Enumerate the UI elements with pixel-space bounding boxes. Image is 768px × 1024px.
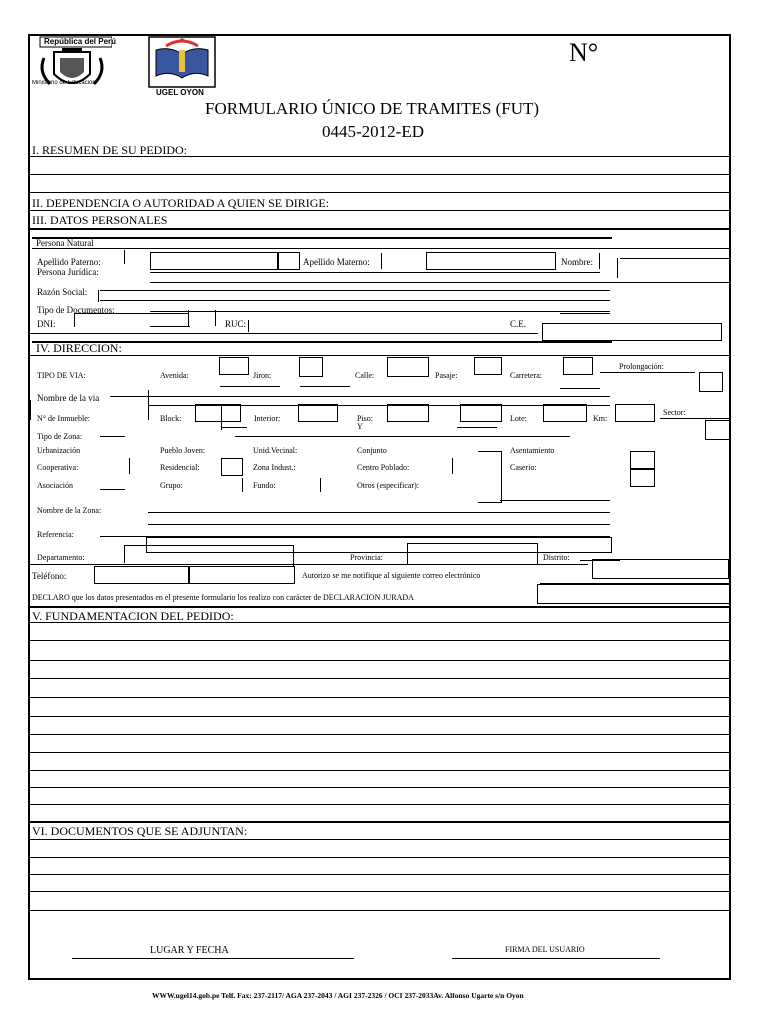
section-datos-personales-title: III. DATOS PERSONALES <box>32 213 168 227</box>
section-documentos-title: VI. DOCUMENTOS QUE SE ADJUNTAN: <box>32 824 248 838</box>
nombre-via-input[interactable] <box>110 396 610 397</box>
avenida-checkbox[interactable] <box>219 357 249 375</box>
carretera-checkbox[interactable] <box>563 357 593 375</box>
residencial-label: Residencial: <box>160 463 200 472</box>
persona-natural-label: Persona Natural <box>36 238 94 248</box>
apellido-paterno-input[interactable] <box>150 252 278 270</box>
ministry-text: Ministerio de Educación <box>32 80 96 86</box>
razon-social-label: Razón Social: <box>37 287 88 297</box>
documentos-text-area[interactable] <box>30 840 730 909</box>
section-fundamentacion-title: V. FUNDAMENTACION DEL PEDIDO: <box>32 609 234 623</box>
nombre-label: Nombre: <box>561 257 593 267</box>
piso-input[interactable] <box>387 404 429 422</box>
apellido-paterno-input-b[interactable] <box>278 252 300 270</box>
lote-input[interactable] <box>543 404 587 422</box>
declaracion-box[interactable] <box>537 584 730 604</box>
razon-social-input[interactable] <box>100 290 610 291</box>
asentamiento-label: Asentamiento <box>510 446 555 455</box>
form-number-symbol: N° <box>569 38 599 67</box>
prolongacion-label: Prolongación: <box>619 362 664 371</box>
persona-juridica-label: Persona Jurídica: <box>37 267 99 277</box>
section-direccion-title: IV. DIRECCION: <box>36 341 122 355</box>
lugar-fecha-label: LUGAR Y FECHA <box>150 945 229 956</box>
km-input[interactable] <box>615 404 655 422</box>
centro-poblado-label: Centro Poblado: <box>357 463 410 472</box>
fundo-label: Fundo: <box>253 481 276 490</box>
avenida-label: Avenida: <box>160 371 189 380</box>
km-label: Km: <box>593 414 608 423</box>
otros-label: Otros (especificar): <box>357 481 419 490</box>
ruc-label: RUC: <box>225 319 247 329</box>
departamento-label: Departamento: <box>37 553 85 562</box>
piso-label: Piso: <box>357 414 374 423</box>
form-code: 0445-2012-ED <box>322 122 424 141</box>
nombre-zona-input[interactable] <box>148 512 610 513</box>
residencial-checkbox[interactable] <box>221 458 243 476</box>
unid-vecinal-label: Unid.Vecinal: <box>253 446 298 455</box>
piso-sub: Y <box>357 422 363 431</box>
sector-label: Sector: <box>663 408 686 417</box>
pueblo-joven-label: Pueblo Joven: <box>160 446 206 455</box>
zona-checkbox-b[interactable] <box>630 469 655 487</box>
jiron-checkbox[interactable] <box>299 357 323 377</box>
jiron-label: Jiron: <box>253 371 272 380</box>
caserio-label: Caserio: <box>510 463 537 472</box>
grupo-label: Grupo: <box>160 481 183 490</box>
calle-checkbox[interactable] <box>387 357 429 377</box>
firma-line[interactable] <box>452 958 660 959</box>
pasaje-checkbox[interactable] <box>474 357 502 375</box>
ce-input[interactable] <box>542 323 722 341</box>
block-label: Block: <box>160 414 182 423</box>
carretera-label: Carretera: <box>510 371 542 380</box>
nombre-via-label: Nombre de la via <box>37 393 100 403</box>
interior-label: Interior: <box>254 414 281 423</box>
telefono-input[interactable] <box>94 566 189 584</box>
lote-label: Lote: <box>510 414 527 423</box>
nombre-input[interactable] <box>620 258 730 259</box>
calle-label: Calle: <box>355 371 375 380</box>
urbanizacion-label: Urbanización <box>37 446 81 455</box>
fundamentacion-text-area[interactable] <box>30 623 730 821</box>
sector-input[interactable] <box>705 420 731 440</box>
nombre-zona-label: Nombre de la Zona: <box>37 506 102 515</box>
shield-text: República del Perú <box>44 37 117 46</box>
footer-contact: WWW.ugel14.gob.pe Telf. Fax: 237-2117/ AGA 237-2043 / AGI 237-2326 / OCI 237-2033Av. Alfonso Ugarte s/n Oyon <box>152 991 524 1000</box>
telefono-label: Teléfono: <box>32 571 67 581</box>
section-dependencia-title: II. DEPENDENCIA O AUTORIDAD A QUIEN SE DIRIGE: <box>32 196 330 210</box>
block-input[interactable] <box>195 404 241 422</box>
resumen-field-2[interactable] <box>30 175 730 191</box>
cooperativa-label: Cooperativa: <box>37 463 79 472</box>
inmueble-label: N° de Inmueble: <box>37 414 90 423</box>
tipo-documento-label: Tipo de Documentos: <box>37 305 115 315</box>
ce-label: C.E. <box>510 319 527 329</box>
apellido-materno-input[interactable] <box>426 252 556 270</box>
dni-label: DNI: <box>37 319 56 329</box>
piso-input-b[interactable] <box>460 404 502 422</box>
resumen-field-1[interactable] <box>30 157 730 173</box>
form-title: FORMULARIO ÚNICO DE TRAMITES (FUT) <box>205 99 540 118</box>
firma-label: FIRMA DEL USUARIO <box>505 945 585 954</box>
apellido-paterno-label: Apellido Paterno: <box>37 257 101 267</box>
referencia-label: Referencia: <box>37 530 74 539</box>
apellido-materno-label: Apellido Materno: <box>303 257 370 267</box>
zona-indust-label: Zona Indust.: <box>253 463 296 472</box>
asociacion-label: Asociación <box>37 481 73 490</box>
prolongacion-checkbox[interactable] <box>699 372 723 392</box>
lugar-fecha-line[interactable] <box>72 958 354 959</box>
distrito-label: Distrito: <box>543 553 570 562</box>
conjunto-label: Conjunto <box>357 446 387 455</box>
zona-checkbox-a[interactable] <box>630 451 655 469</box>
section-resumen-title: I. RESUMEN DE SU PEDIDO: <box>32 143 188 157</box>
ugel-logo <box>148 36 216 88</box>
declaracion-text: DECLARO que los datos presentados en el presente formulario los realizo con carácter de DECLARACION JURADA <box>32 593 414 602</box>
correo-input[interactable] <box>592 559 729 579</box>
interior-input[interactable] <box>298 404 338 422</box>
ugel-logo-text: UGEL OYON <box>156 88 204 97</box>
tipo-zona-label: Tipo de Zona: <box>37 432 83 441</box>
provincia-label: Provincia: <box>350 553 383 562</box>
tipo-via-label: TIPO DE VIA: <box>37 371 86 380</box>
pasaje-label: Pasaje: <box>435 371 458 380</box>
telefono-input-b[interactable] <box>189 566 295 584</box>
autorizo-label: Autorizo se me notifique al siguiente correo electrónico <box>302 571 481 580</box>
